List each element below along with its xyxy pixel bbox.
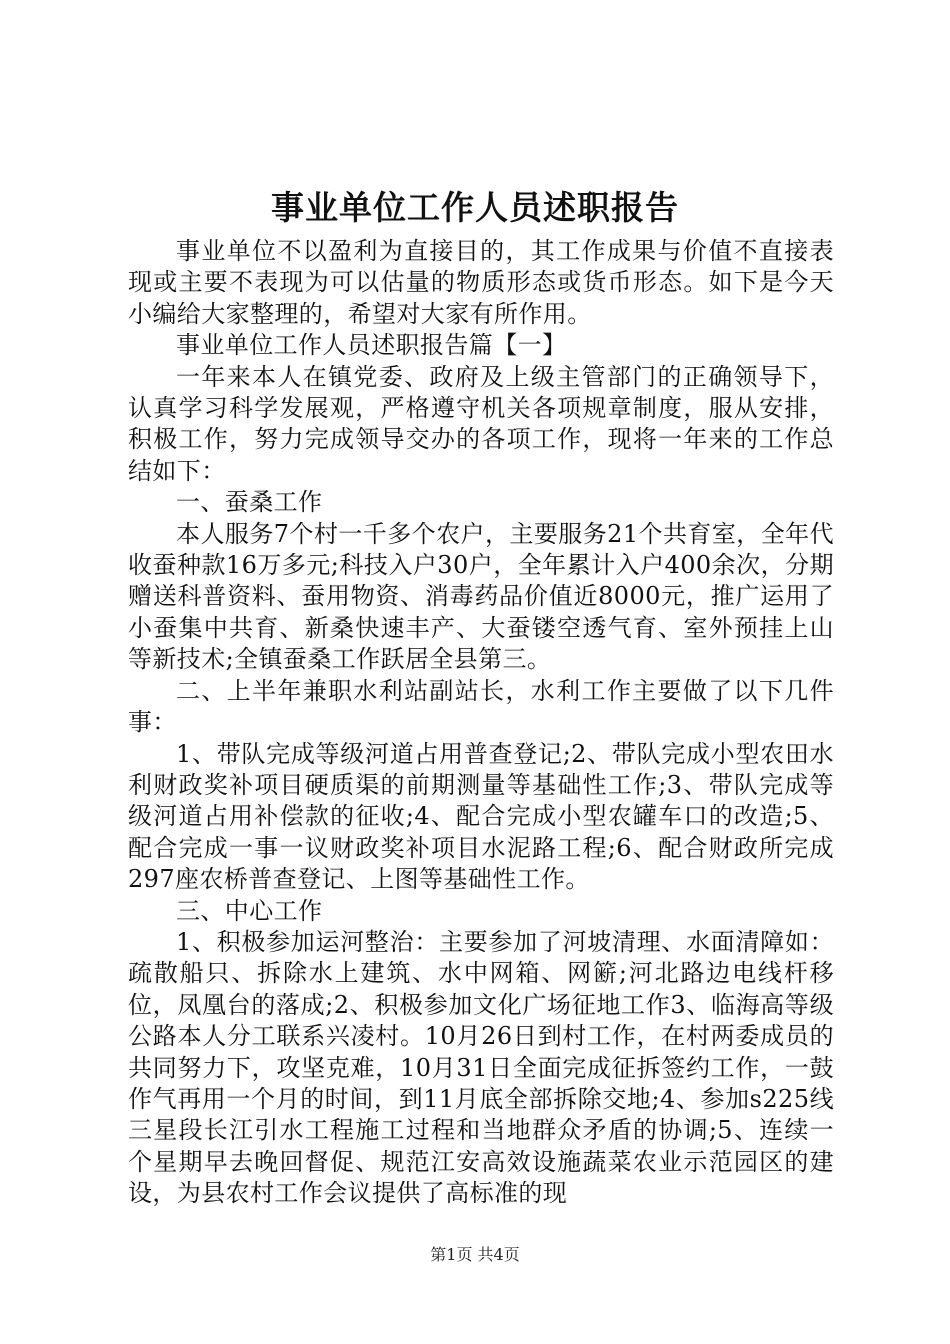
body-paragraph: 一年来本人在镇党委、政府及上级主管部门的正确领导下，认真学习科学发展观，严格遵守机关各项规章制度，服从安排，积极工作，努力完成领导交办的各项工作，现将一年来的工作总结如下： — [128, 362, 834, 485]
section-heading-central-work: 三、中心工作 — [176, 896, 323, 925]
page-number-footer: 第1页 共4页 — [430, 1245, 520, 1264]
body-paragraph: 1、积极参加运河整治：主要参加了河坡清理、水面清障如：疏散船只、拆除水上建筑、水中网箱、网簖;河北路边电线杆移位，凤凰台的落成;2、积极参加文化广场征地工作3、临海高等级公路本人分工联系兴凌村。10月26日到村工作，在村两委成员的共同努力下，攻坚克难，10月31日全面完成征拆签约工作，一鼓作气再用一个月的时间，到11月底全部拆除交地;4、参加s225线三星段长江引水工程施工过程和当地群众矛盾的协调;5、连续一个星期早去晚回督促、规范江安高效设施蔬菜农业示范园区的建设，为县农村工作会议提供了高标准的现 — [128, 927, 834, 1208]
document-body — [128, 236, 834, 1210]
section-heading-water-conservancy: 二、上半年兼职水利站副站长，水利工作主要做了以下几件事： — [128, 676, 834, 737]
section-heading-part-one: 事业单位工作人员述职报告篇【一】 — [176, 331, 567, 360]
document-title: 事业单位工作人员述职报告 — [271, 188, 679, 227]
intro-paragraph: 事业单位不以盈利为直接目的，其工作成果与价值不直接表现或主要不表现为可以估量的物质形态或货币形态。如下是今天小编给大家整理的，希望对大家有所作用。 — [128, 237, 834, 328]
section-heading-sericulture: 一、蚕桑工作 — [176, 488, 323, 517]
body-paragraph: 1、带队完成等级河道占用普查登记;2、带队完成小型农田水利财政奖补项目硬质渠的前期测量等基础性工作;3、带队完成等级河道占用补偿款的征收;4、配合完成小型农罐车口的改造;5、配合完成一事一议财政奖补项目水泥路工程;6、配合财政所完成297座农桥普查登记、上图等基础性工作。 — [128, 739, 834, 894]
body-paragraph: 本人服务7个村一千多个农户，主要服务21个共育室，全年代收蚕种款16万多元;科技入户30户，全年累计入户400余次，分期赠送科普资料、蚕用物资、消毒药品价值近8000元，推广运用了小蚕集中共育、新桑快速丰产、大蚕镂空透气育、室外预挂上山等新技术;全镇蚕桑工作跃居全县第三。 — [128, 519, 834, 674]
